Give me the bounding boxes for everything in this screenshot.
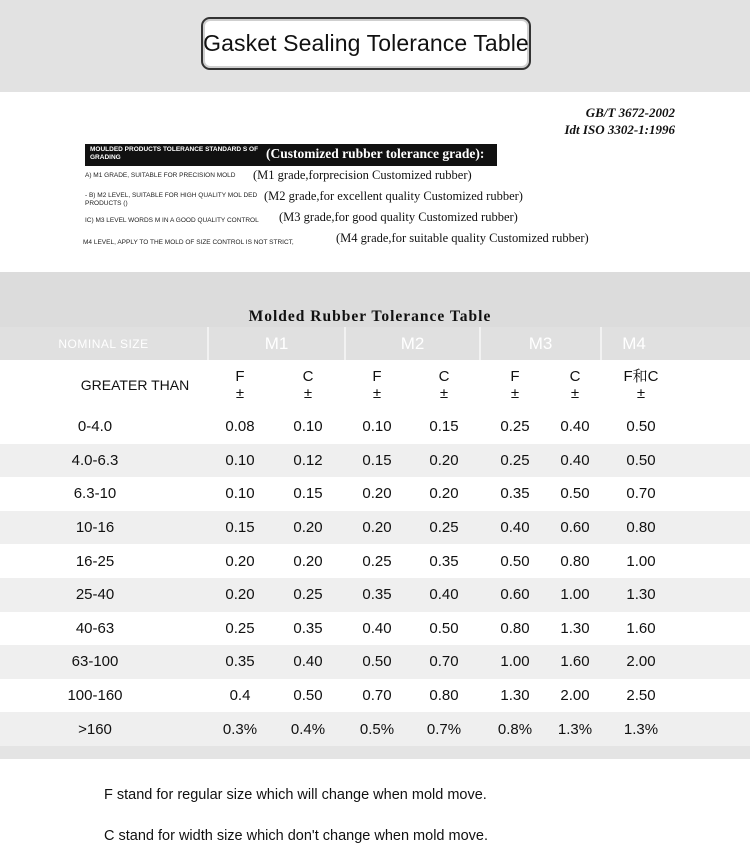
value-cell: 1.30 (500, 687, 530, 705)
value-cell: 0.50 (429, 619, 459, 637)
value-cell: 0.15 (362, 451, 392, 469)
grade-m2-en: - B) M2 LEVEL, SUITABLE FOR HIGH QUALITY MOL DED PRODUCTS () (85, 192, 258, 207)
value-cell: 0.40 (560, 451, 590, 469)
value-cell: 0.10 (362, 418, 392, 436)
grading-label-large: (Customized rubber tolerance grade): (266, 146, 485, 161)
value-cell: 0.20 (225, 586, 255, 604)
value-cell: 0.10 (225, 451, 255, 469)
sub-header-letter: C (569, 368, 581, 385)
value-cell: 2.50 (626, 687, 656, 705)
value-cell: 0.12 (293, 451, 323, 469)
grading-label-small: MOULDED PRODUCTS TOLERANCE STANDARD S OF GRADING (90, 146, 259, 161)
value-cell: 0.50 (500, 552, 530, 570)
value-cell: 0.08 (225, 418, 255, 436)
grade-m4-cn: (M4 grade,for suitable quality Customized rubber) (336, 231, 589, 245)
table-row (0, 578, 750, 612)
grade-header-m3: M3 (528, 333, 553, 353)
c-definition-note: C stand for width size which don't change when mold move. (104, 828, 488, 844)
table-row (0, 712, 750, 746)
size-cell: >160 (78, 720, 112, 738)
grade-m2-cn: (M2 grade,for excellent quality Customized rubber) (264, 189, 523, 203)
grade-m3-cn: (M3 grade,for good quality Customized rubber) (279, 210, 518, 224)
value-cell: 0.50 (626, 451, 656, 469)
value-cell: 0.7% (426, 720, 462, 738)
value-cell: 0.70 (626, 485, 656, 503)
plus-minus-sign: ± (570, 385, 580, 402)
value-cell: 0.70 (429, 653, 459, 671)
value-cell: 0.25 (429, 519, 459, 537)
size-cell: 10-16 (75, 519, 115, 537)
table-row (0, 544, 750, 578)
value-cell: 0.20 (293, 519, 323, 537)
value-cell: 1.60 (560, 653, 590, 671)
value-cell: 1.60 (626, 619, 656, 637)
greater-than-header: GREATER THAN (80, 376, 190, 393)
value-cell: 0.20 (429, 451, 459, 469)
sub-header-letter: C (302, 368, 314, 385)
sub-header-letter: F (510, 368, 520, 385)
value-cell: 0.80 (560, 552, 590, 570)
table-header-grades (0, 327, 750, 360)
value-cell: 0.50 (293, 687, 323, 705)
sub-header-m2-c (414, 360, 474, 410)
grade-header-m1: M1 (264, 333, 289, 353)
value-cell: 0.25 (500, 418, 530, 436)
value-cell: 0.20 (293, 552, 323, 570)
value-cell: 0.5% (359, 720, 395, 738)
plus-minus-sign: ± (372, 385, 382, 402)
value-cell: 0.40 (293, 653, 323, 671)
plus-minus-sign: ± (303, 385, 313, 402)
sub-header-m1-c (278, 360, 338, 410)
value-cell: 0.10 (225, 485, 255, 503)
nominal-size-header: NOMINAL SIZE (58, 336, 149, 351)
value-cell: 0.35 (225, 653, 255, 671)
value-cell: 0.40 (500, 519, 530, 537)
value-cell: 0.4 (229, 687, 251, 705)
sub-header-m1-f (210, 360, 270, 410)
table-row (0, 410, 750, 444)
sub-header-letter: F (235, 368, 245, 385)
size-cell: 0-4.0 (77, 418, 113, 436)
sub-header-m2-f (347, 360, 407, 410)
value-cell: 0.25 (225, 619, 255, 637)
f-definition-note: F stand for regular size which will change when mold move. (104, 787, 487, 803)
grade-header-m2: M2 (400, 333, 425, 353)
sub-header-letter: C (438, 368, 450, 385)
value-cell: 0.4% (290, 720, 326, 738)
size-cell: 63-100 (71, 653, 119, 671)
page-title: Gasket Sealing Tolerance Table (203, 30, 529, 56)
grade-m1-cn: (M1 grade,forprecision Customized rubber) (253, 168, 472, 182)
value-cell: 0.15 (293, 485, 323, 503)
value-cell: 0.20 (362, 485, 392, 503)
value-cell: 0.80 (500, 619, 530, 637)
value-cell: 0.8% (497, 720, 533, 738)
value-cell: 0.35 (500, 485, 530, 503)
value-cell: 1.00 (626, 552, 656, 570)
grade-m1-en: A) M1 GRADE, SUITABLE FOR PRECISION MOLD (85, 172, 236, 179)
value-cell: 0.25 (293, 586, 323, 604)
value-cell: 2.00 (626, 653, 656, 671)
grade-header-m4: M4 (622, 333, 646, 353)
plus-minus-sign: ± (439, 385, 449, 402)
sub-header-letter: F和C (623, 368, 659, 385)
value-cell: 0.20 (429, 485, 459, 503)
value-cell: 0.40 (560, 418, 590, 436)
value-cell: 2.00 (560, 687, 590, 705)
standard-code-iso: Idt ISO 3302-1:1996 (564, 122, 675, 137)
value-cell: 0.35 (293, 619, 323, 637)
value-cell: 0.60 (500, 586, 530, 604)
value-cell: 0.25 (362, 552, 392, 570)
value-cell: 0.20 (362, 519, 392, 537)
sub-header-m3-f (485, 360, 545, 410)
plus-minus-sign: ± (235, 385, 245, 402)
sub-header-letter: F (372, 368, 382, 385)
sub-header-m3-c (545, 360, 605, 410)
value-cell: 0.70 (362, 687, 392, 705)
standard-code-gbt: GB/T 3672-2002 (585, 105, 675, 120)
title-box (201, 17, 531, 70)
sub-header-m4-fc (606, 360, 676, 410)
size-cell: 25-40 (75, 586, 115, 604)
standards-section (0, 92, 750, 272)
size-cell: 16-25 (75, 552, 115, 570)
value-cell: 0.80 (626, 519, 656, 537)
grade-m4-en: M4 LEVEL, APPLY TO THE MOLD OF SIZE CONTROL IS NOT STRICT, (83, 239, 294, 246)
value-cell: 0.50 (560, 485, 590, 503)
table-row (0, 679, 750, 713)
value-cell: 0.50 (626, 418, 656, 436)
value-cell: 0.50 (362, 653, 392, 671)
table-header-dimensions (0, 360, 750, 410)
value-cell: 0.15 (225, 519, 255, 537)
table-row (0, 444, 750, 478)
value-cell: 1.00 (500, 653, 530, 671)
value-cell: 0.60 (560, 519, 590, 537)
value-cell: 0.35 (362, 586, 392, 604)
size-cell: 6.3-10 (73, 485, 117, 503)
footer-band (0, 746, 750, 759)
value-cell: 0.10 (293, 418, 323, 436)
table-row (0, 477, 750, 511)
plus-minus-sign: ± (510, 385, 520, 402)
grade-m3-en: IC) M3 LEVEL WORDS M IN A GOOD QUALITY CONTROL (85, 217, 259, 224)
size-cell: 100-160 (67, 687, 123, 705)
size-cell: 40-63 (75, 619, 115, 637)
value-cell: 1.3% (557, 720, 593, 738)
value-cell: 1.3% (623, 720, 659, 738)
value-cell: 0.35 (429, 552, 459, 570)
value-cell: 0.40 (362, 619, 392, 637)
table-row (0, 612, 750, 646)
value-cell: 0.80 (429, 687, 459, 705)
value-cell: 1.00 (560, 586, 590, 604)
plus-minus-sign: ± (636, 385, 646, 402)
value-cell: 0.20 (225, 552, 255, 570)
table-title: Molded Rubber Tolerance Table (248, 308, 492, 325)
value-cell: 0.40 (429, 586, 459, 604)
value-cell: 1.30 (626, 586, 656, 604)
value-cell: 1.30 (560, 619, 590, 637)
table-row (0, 645, 750, 679)
size-cell: 4.0-6.3 (71, 451, 119, 469)
value-cell: 0.3% (222, 720, 258, 738)
value-cell: 0.25 (500, 451, 530, 469)
table-row (0, 511, 750, 545)
top-banner (0, 0, 750, 92)
value-cell: 0.15 (429, 418, 459, 436)
